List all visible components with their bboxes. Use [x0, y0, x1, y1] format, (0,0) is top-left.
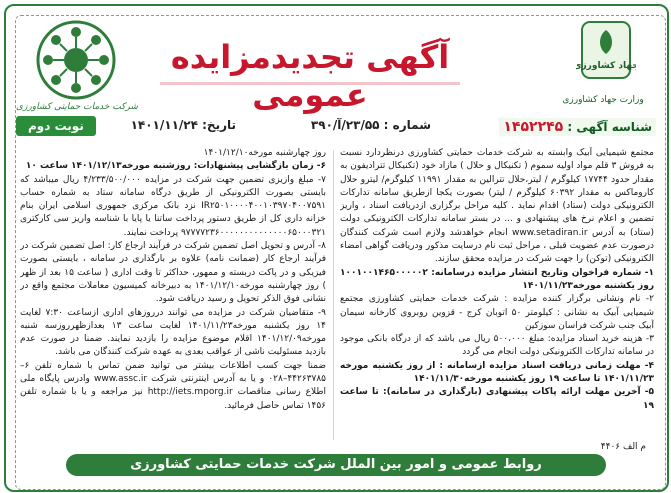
- item-4: ۴- مهلت زمانی دریافت اسناد مزایده ازسامانه : از روز یکشنبه مورخه ۱۴۰۱/۱۱/۲۳ تا ساعت ۱۹ روز یکشنبه مورخه۱۴۰۱/۱۱/۳۰: [340, 360, 654, 385]
- letter-number-value: ۲۳/۵۵/آ/۳۹۰: [310, 118, 380, 132]
- letter-date-value: ۱۴۰۱/۱۱/۲۴: [130, 118, 198, 132]
- page-title: آگهی تجدیدمزایده عمومی: [170, 38, 450, 114]
- item-9: ۹- متقاضیان شرکت در مزایده می توانند درروزهای اداری ازساعت ۷:۳۰ لغایت ۱۴ روز یکشنبه مورخه۱۴۰۱/۱۱/۲۳ لغایت ساعت ۱۳ بعدازظهرروزسه شنبه مورخه۱۴۰۱/۱۲/۰۹ اقلام موضوع مزایده را بازدید نمایند. ضمنا در صورت عدم بازدید مسئولیت ناشی از عواقب بعدی به عهده شرکت کنندگان می باشد.: [20, 307, 326, 358]
- turn-badge: نوبت دوم: [16, 116, 96, 136]
- item-8: ۸- آدرس و تحویل اصل تضمین شرکت در فرآیند ارجاع کار: اصل تضمین شرکت در فرآیند ارجاع کار (ضمانت نامه) علاوه بر بارگذاری در سامانه ، بایستی بصورت فیزیکی و در پاکت دربسته و ممهور، حداکثر تا وقت اداری ( ساعت ۱۵ بعد از ظهر ) روز چهارشنبه مورخه۱۴۰۱/۱۲/۱۰ به دبیرخانه کمیسیون معاملات مجتمع واقع در نشانی فوق الذکر تحویل و رسید دریافت شود.: [20, 241, 326, 305]
- item-7: ۷- مبلغ وازیزی تضمین جهت شرکت در مزایده ۴/۲۳۳/۵۰۰/۰۰۰ ریال میباشد که بایستی بصورت الکترونیکی از طریق درگاه سامانه ستاد به شماره حساب IR۲۵۰۱۰۰۰۰۴۰۰۱۰۳۹۷۰۴۰۰۷۵۹۱ نزد بانک مرکزی جمهوری اسلامی ایران بنام خزانه داری کل از طریق دستور پرداخت ساتنا یا پایا با شناسه واریز سی کارکتری ۹۷۷۷۷۲۳۶۰۰۰۰۰۰۰۰۰۰۰۰۰۰۶۵۰۰۰۳۲۱ پرداخت نمایند.: [20, 174, 326, 238]
- notice-id-value: ۱۴۵۲۲۴۵: [503, 119, 564, 135]
- title-underline: [160, 82, 460, 85]
- letter-date-label: تاریخ:: [202, 118, 236, 132]
- right-logo-text: جهاد کشاورزی: [576, 61, 636, 71]
- left-logo-caption: شرکت خدمات حمایتی کشاورزی: [16, 102, 138, 112]
- item-3: ۳- هزینه خرید اسناد مزایده: مبلغ ۵۰۰،۰۰۰ ریال می باشد که از درگاه بانکی موجود در سامانه تدارکات الکترونیکی دولت انجام می گردد: [340, 334, 654, 358]
- meta-row: [16, 116, 656, 140]
- footer-banner: روابط عمومی و امور بین الملل شرکت خدمات حمایتی کشاورزی: [66, 454, 606, 476]
- intro-paragraph: مجتمع شیمیایی آبیک وابسته به شرکت خدمات حمایتی کشاورزی درنظردارد نسبت به فروش ۳ قلم مواد اولیه سموم ( تکنیکال و حلال ) مازاد خود (تکنیکال تترادیفون به مقدار حدود ۱۷۷۴۴ کیلوگرم / لیتر،حلال تترالین به مقدار ۱۱۹۹۱ کیلوگرم/ لیترو حلال کاروماکس به مقدار ۶۰۳۹۲ کیلوگرم / لیتر) بصورت یکجا ازطریق سامانه تدارکات الکترونیکی دولت (ستاد) اقدام نماید . کلیه مراحل برگزاری ازدریافت اسناد ، واریز تضمین و اعلام نرخ های پیشنهادی و ... در بستر سامانه تدارکات الکترونیکی دولت (ستاد) به آدرس www.setadiran.ir انجام خواهدشد ولازم است شرکت کنندگان درصورت عدم عضویت قبلی ، مراحل ثبت نام درسایت مذکور ودریافت گواهی امضاء الکترونیکی (توکن) را جهت شرکت در مزایده محقق سازند.: [340, 148, 654, 265]
- letter-date: [131, 118, 236, 132]
- body-right-column: [340, 147, 654, 439]
- item-2: ۲- نام ونشانی برگزار کننده مزایده : شرکت خدمات حمایتی کشاورزی مجتمع شیمیایی آبیک به نشانی : کیلومتر ۵۰ اتوبان کرج - قزوین روبروی کارخانه سیمان آبیک جنب شرکت فراسان سوزکین: [340, 294, 654, 331]
- item-1: ۱- شماره فراخوان وتاریخ انتشار مزایده درسامانه: ۱۰۰۱۰۰۱۴۶۵۰۰۰۰۰۲ روز یکشنبه مورخه۱۴۰۱/۱۱/۲۳: [340, 267, 654, 291]
- item-6: ۶- زمان بازگشایی پیشنهادات: روزشنبه مورخه۱۴۰۱/۱۲/۱۳ ساعت ۱۰: [25, 161, 326, 172]
- column-divider: [333, 150, 334, 440]
- letter-number-label: شماره :: [383, 118, 431, 132]
- body-left-column: [20, 147, 326, 439]
- item-5: ۵- آخرین مهلت ارائه پاکات پیشنهادی (بارگذاری در سامانه): تا ساعت ۱۹: [340, 387, 654, 411]
- item-10: ضمنا جهت کسب اطلاعات بیشتر می توانید ضمن تماس با شماره تلفن ۶–۴۴۲۶۳۷۸۵–۰۲۸ و یا به آدرس اینترنتی شرکت www.assc.ir وادرس پایگاه ملی اطلاع رسانی مناقصات http://iets.mporg.ir نیز مراجعه و یا با شماره تلفن ۱۴۵۶ تماس حاصل فرمائید.: [20, 360, 326, 411]
- reference-code: م الف ۴۴۰۶: [600, 442, 646, 452]
- notice-id: [499, 118, 656, 136]
- letter-number: [311, 118, 431, 132]
- circular-emblem-icon: [34, 18, 118, 102]
- item-5-continued: روز چهارشنبه مورخه۱۴۰۱/۱۲/۱۰: [203, 148, 326, 158]
- notice-id-label: شناسه آگهی :: [567, 120, 652, 134]
- right-logo-caption: وزارت جهاد کشاورزی: [562, 95, 644, 105]
- ministry-emblem-icon: [576, 18, 636, 86]
